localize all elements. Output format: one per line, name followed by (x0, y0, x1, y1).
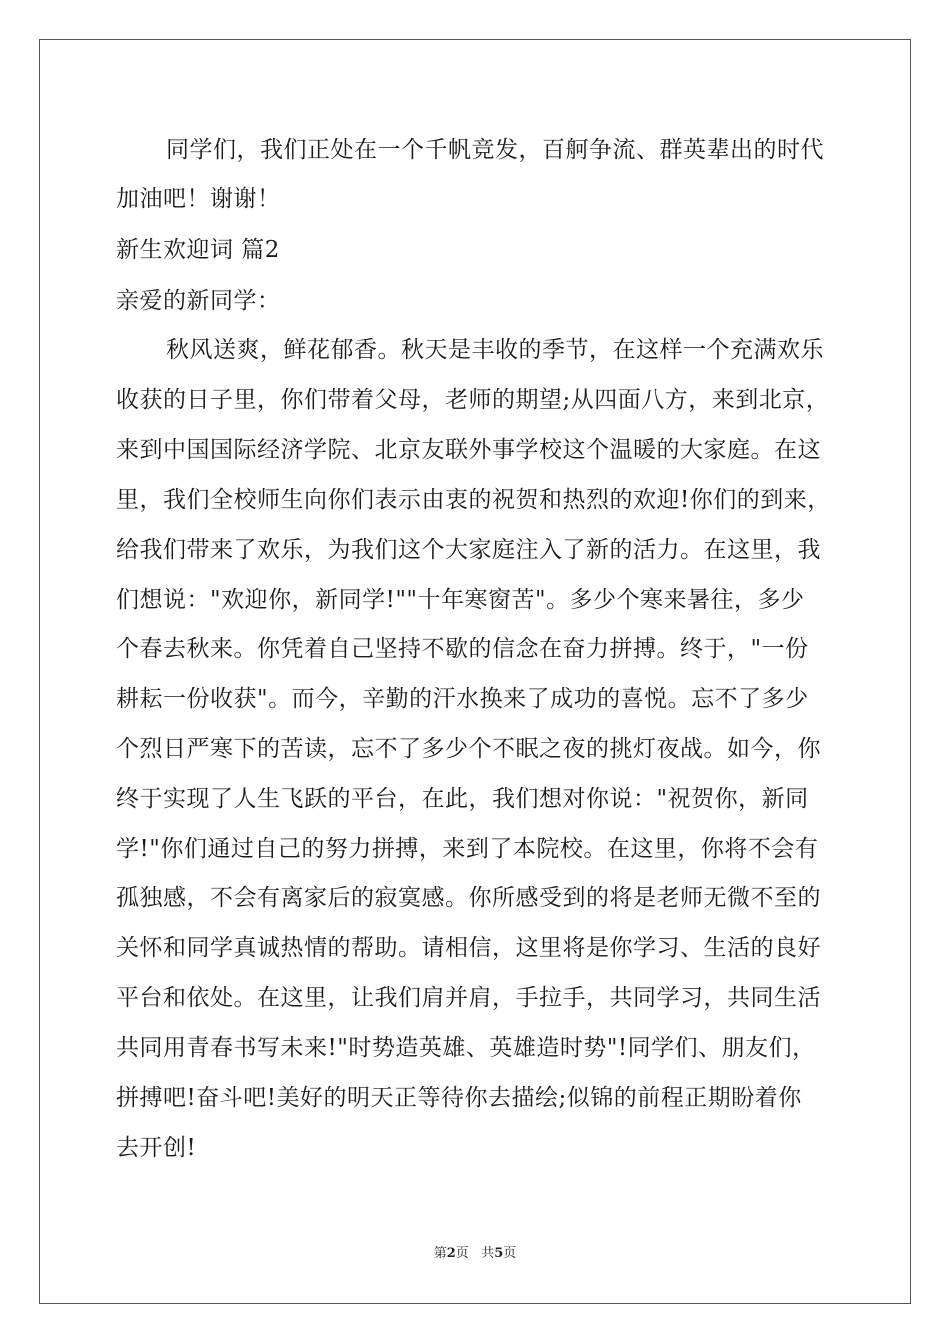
paragraph-line: 秋风送爽，鲜花郁香。秋天是丰收的季节，在这样一个充满欢乐 (166, 337, 824, 363)
salutation: 亲爱的新同学： (116, 288, 281, 314)
page-label-prefix: 第 (433, 1246, 447, 1261)
paragraph-line: 学!"你们通过自己的努力拼搏，来到了本院校。在这里，你将不会有 (116, 836, 819, 862)
total-label-suffix: 页 (503, 1246, 517, 1261)
paragraph-line: 平台和依处。在这里，让我们肩并肩，手拉手，共同学习，共同生活 (116, 985, 821, 1011)
paragraph-line: 加油吧！谢谢！ (116, 186, 281, 212)
paragraph-line: 们想说："欢迎你，新同学!""十年寒窗苦"。多少个寒来暑往，多少 (116, 587, 805, 613)
section-heading: 新生欢迎词 篇2 (116, 237, 280, 263)
paragraph-line: 收获的日子里，你们带着父母，老师的期望;从四面八方，来到北京， (116, 387, 830, 413)
total-label-prefix: 共 (481, 1246, 495, 1261)
paragraph-line: 拼搏吧!奋斗吧!美好的明天正等待你去描绘;似锦的前程正期盼着你 (116, 1085, 802, 1111)
paragraph-line: 终于实现了人生飞跃的平台，在此，我们想对你说："祝贺你，新同 (116, 786, 809, 812)
paragraph-line: 给我们带来了欢乐，为我们这个大家庭注入了新的活力。在这里，我 (116, 537, 821, 563)
total-pages: 5 (494, 1246, 504, 1261)
paragraph-line: 关怀和同学真诚热情的帮助。请相信，这里将是你学习、生活的良好 (116, 935, 821, 961)
paragraph-line: 里，我们全校师生向你们表示由衷的祝贺和热烈的欢迎!你们的到来， (116, 487, 831, 513)
paragraph-line: 耕耘一份收获"。而今，辛勤的汗水换来了成功的喜悦。忘不了多少 (116, 686, 809, 712)
paragraph-line: 共同用青春书写未来!"时势造英雄、英雄造时势"!同学们、朋友们， (116, 1035, 816, 1061)
paragraph-line: 同学们，我们正处在一个千帆竞发，百舸争流、群英辈出的时代 (166, 137, 824, 163)
paragraph-line: 个烈日严寒下的苦读，忘不了多少个不眠之夜的挑灯夜战。如今，你 (116, 736, 821, 762)
paragraph-line: 孤独感，不会有离家后的寂寞感。你所感受到的将是老师无微不至的 (116, 885, 821, 911)
page-border (39, 39, 911, 1304)
paragraph-line: 个春去秋来。你凭着自己坚持不歇的信念在奋力拼搏。终于，"一份 (116, 636, 809, 662)
paragraph-line: 来到中国国际经济学院、北京友联外事学校这个温暖的大家庭。在这 (116, 437, 821, 463)
page-footer (0, 1246, 950, 1262)
paragraph-line: 去开创! (116, 1135, 197, 1161)
page-number: 2 (446, 1246, 456, 1261)
page-label-suffix: 页 (455, 1246, 469, 1261)
